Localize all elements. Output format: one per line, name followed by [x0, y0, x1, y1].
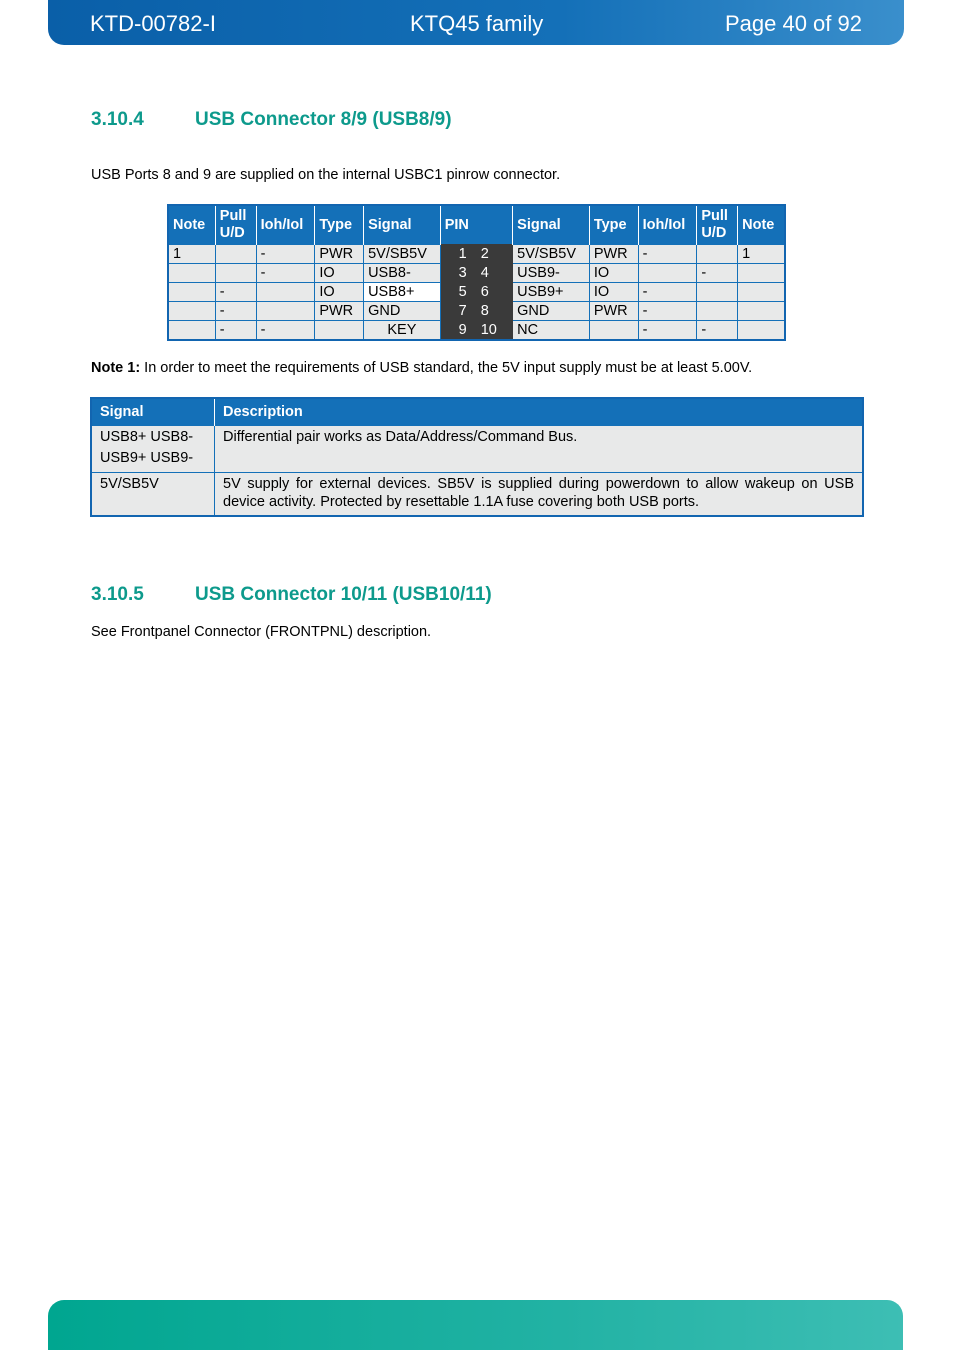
table-cell: PWR: [315, 302, 364, 321]
product-family: KTQ45 family: [410, 11, 544, 36]
table-cell: USB8-: [364, 264, 441, 283]
col-header: Signal: [91, 398, 215, 426]
pin-number: 3: [458, 265, 467, 281]
pin-number: 5: [458, 284, 467, 300]
col-header: Note: [738, 205, 785, 245]
pin-number: 2: [480, 246, 489, 262]
table-cell: [738, 283, 785, 302]
signal-line: USB9+ USB9-: [100, 450, 194, 466]
table-cell: -: [256, 264, 315, 283]
table-cell: IO: [315, 264, 364, 283]
table-row: [168, 245, 785, 264]
table-cell: -: [638, 302, 697, 321]
pin-number: 9: [458, 322, 467, 338]
table-cell: [256, 283, 315, 302]
table-cell: [168, 321, 215, 341]
section-heading-usb8-9: [91, 109, 452, 131]
table-cell: PWR: [589, 245, 638, 264]
pin-cell: [440, 302, 512, 321]
table-cell: [638, 264, 697, 283]
table-cell: -: [638, 245, 697, 264]
table-cell: IO: [589, 264, 638, 283]
table-cell: [256, 302, 315, 321]
table-cell: -: [215, 302, 256, 321]
pin-number: 1: [458, 246, 467, 262]
page-header: [48, 0, 904, 45]
table-cell: 1: [168, 245, 215, 264]
pin-cell: [440, 264, 512, 283]
section-intro: USB Ports 8 and 9 are supplied on the internal USBC1 pinrow connector.: [91, 167, 561, 183]
table-cell: NC: [513, 321, 590, 341]
table-cell: USB9-: [513, 264, 590, 283]
pinout-header-row: [168, 205, 785, 245]
col-header: Signal: [513, 205, 590, 245]
col-header: PIN: [440, 205, 512, 245]
table-cell: -: [697, 321, 738, 341]
document-id: KTD-00782-I: [90, 11, 216, 36]
note-1: [91, 360, 752, 376]
table-row: [168, 283, 785, 302]
table-cell: 1: [738, 245, 785, 264]
pin-number: 6: [480, 284, 489, 300]
table-cell: -: [638, 321, 697, 341]
table-cell: PWR: [589, 302, 638, 321]
col-header: Pull U/D: [215, 205, 256, 245]
table-cell: [738, 264, 785, 283]
col-header: Ioh/Iol: [256, 205, 315, 245]
table-cell: -: [215, 283, 256, 302]
section-number: 3.10.5: [91, 584, 144, 605]
note-label: Note 1:: [91, 360, 141, 376]
table-cell: [215, 264, 256, 283]
col-header: Type: [315, 205, 364, 245]
col-header: Type: [589, 205, 638, 245]
section-number: 3.10.4: [91, 109, 144, 130]
table-cell: USB9+: [513, 283, 590, 302]
table-cell: -: [256, 321, 315, 341]
table-cell: [168, 264, 215, 283]
table-cell: [697, 302, 738, 321]
col-header: Ioh/Iol: [638, 205, 697, 245]
desc-header-row: [91, 398, 863, 426]
table-cell: -: [215, 321, 256, 341]
pin-number: 8: [480, 303, 489, 319]
table-row: [168, 321, 785, 341]
pin-cell: [440, 245, 512, 264]
table-cell: IO: [315, 283, 364, 302]
col-header: Description: [215, 398, 864, 426]
page-number: Page 40 of 92: [724, 11, 862, 36]
table-row: [168, 302, 785, 321]
table-cell: [168, 302, 215, 321]
pin-number: 4: [480, 265, 489, 281]
table-row: [168, 264, 785, 283]
table-cell: -: [256, 245, 315, 264]
col-header: Pull U/D: [697, 205, 738, 245]
table-row: [91, 426, 863, 473]
signal-description-table: [90, 397, 864, 517]
section-title: USB Connector 10/11 (USB10/11): [195, 584, 492, 605]
table-cell: [589, 321, 638, 341]
note-text: In order to meet the requirements of USB standard, the 5V input supply must be at least 5.00V.: [140, 360, 753, 376]
col-header: Note: [168, 205, 215, 245]
table-cell: 5V/SB5V: [513, 245, 590, 264]
table-cell: PWR: [315, 245, 364, 264]
section-heading-usb10-11: [91, 584, 492, 606]
table-cell: [697, 245, 738, 264]
table-cell: IO: [589, 283, 638, 302]
table-cell: GND: [364, 302, 441, 321]
section-intro: See Frontpanel Connector (FRONTPNL) description.: [91, 624, 432, 640]
signal-cell: [91, 426, 215, 473]
section-title: USB Connector 8/9 (USB8/9): [195, 109, 452, 130]
table-cell: -: [697, 264, 738, 283]
pin-cell: [440, 283, 512, 302]
pinout-table: [167, 204, 786, 341]
table-cell: KEY: [364, 321, 441, 341]
table-cell: GND: [513, 302, 590, 321]
description-cell: Differential pair works as Data/Address/Command Bus.: [215, 426, 864, 473]
table-cell: [738, 302, 785, 321]
table-cell: [215, 245, 256, 264]
description-cell: 5V supply for external devices. SB5V is supplied during powerdown to allow wakeup on USB device activity. Protected by resettable 1.1A fuse covering both USB ports.: [215, 473, 864, 517]
table-cell: USB8+: [364, 283, 441, 302]
table-row: [91, 473, 863, 517]
table-cell: [738, 321, 785, 341]
table-cell: -: [638, 283, 697, 302]
page-footer-band: [48, 1300, 903, 1350]
signal-line: USB8+ USB8-: [100, 429, 194, 445]
signal-cell: [91, 473, 215, 517]
pin-number: 7: [458, 303, 467, 319]
signal-line: 5V/SB5V: [100, 476, 159, 492]
pin-cell: [440, 321, 512, 341]
pin-number: 10: [480, 322, 497, 338]
table-cell: [697, 283, 738, 302]
col-header: Signal: [364, 205, 441, 245]
table-cell: [315, 321, 364, 341]
table-cell: [168, 283, 215, 302]
table-cell: 5V/SB5V: [364, 245, 441, 264]
